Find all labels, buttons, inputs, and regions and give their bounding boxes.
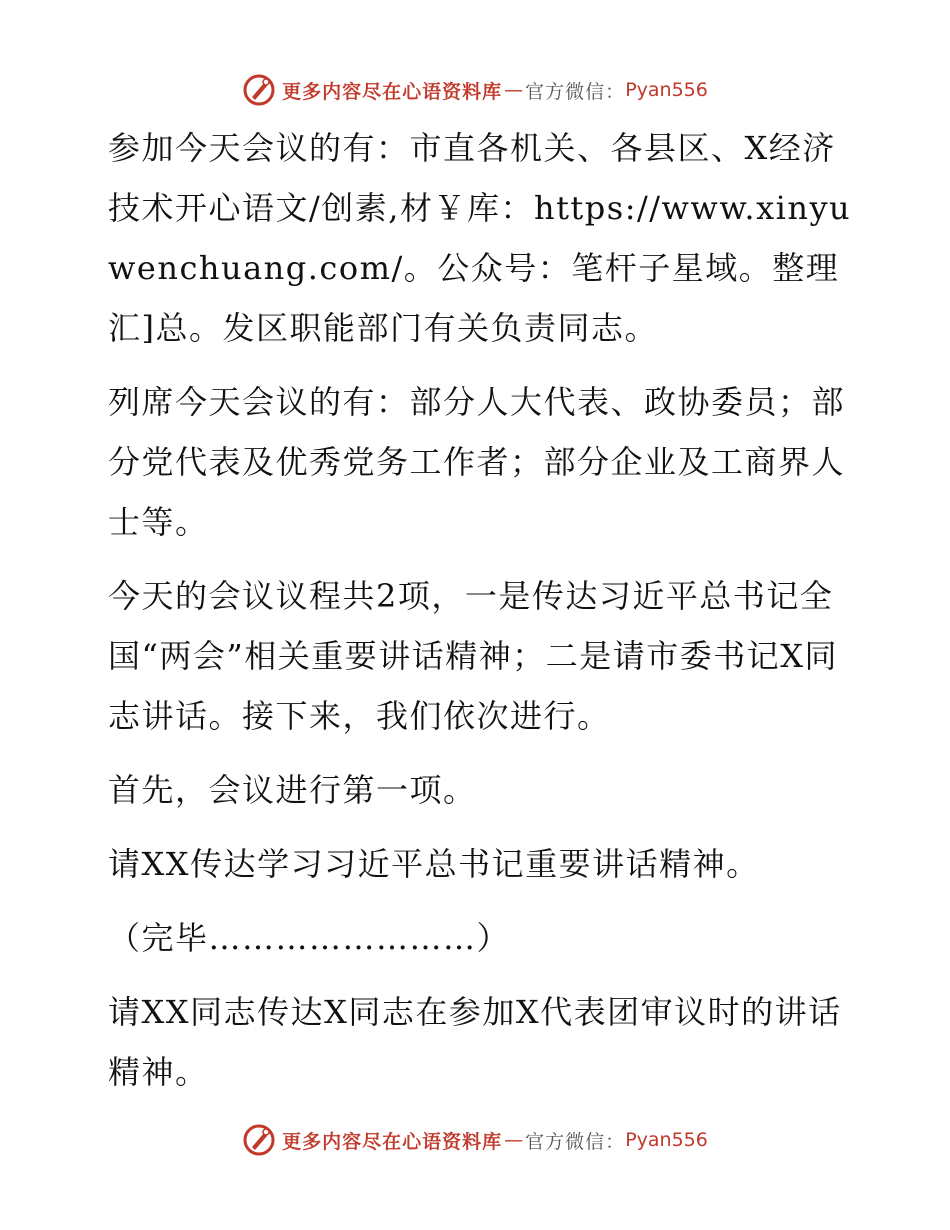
banner-wechat-id: Pyan556 bbox=[625, 1129, 708, 1151]
document-body bbox=[98, 118, 868, 1116]
footer-watermark-banner bbox=[0, 1120, 950, 1160]
banner-wechat-id: Pyan556 bbox=[625, 79, 708, 101]
pen-logo-icon bbox=[242, 73, 276, 107]
banner-official-label: 官方微信： bbox=[525, 80, 626, 103]
paragraph-first-item: 首先，会议进行第一项。 bbox=[108, 771, 477, 809]
banner-official-label: 官方微信： bbox=[525, 1130, 626, 1153]
banner-dash: — bbox=[504, 79, 524, 101]
paragraph-finished: （完毕……………………） bbox=[108, 919, 511, 957]
banner-brand-text: 更多内容尽在心语资料库 bbox=[282, 1130, 503, 1153]
header-watermark-banner bbox=[0, 70, 950, 110]
paragraph-observers: 列席今天会议的有：部分人大代表、政协委员；部分党代表及优秀党务工作者；部分企业及工商界人士等。 bbox=[108, 383, 846, 541]
paragraph-attendees: 参加今天会议的有：市直各机关、各县区、X经济技术开心语文/创素,材￥库：https://www.xinyuwenchuang.com/。公众号：笔杆子星域。整理汇]总。发区职能部门有关负责同志。 bbox=[108, 129, 852, 347]
paragraph-speech-study: 请XX传达学习习近平总书记重要讲话精神。 bbox=[108, 845, 760, 883]
banner-dash: — bbox=[504, 1129, 524, 1151]
paragraph-convey-speech: 请XX同志传达X同志在参加X代表团审议时的讲话精神。 bbox=[108, 993, 842, 1091]
paragraph-agenda: 今天的会议议程共2项，一是传达习近平总书记全国“两会”相关重要讲话精神；二是请市委书记X同志讲话。接下来，我们依次进行。 bbox=[108, 577, 839, 735]
banner-brand-text: 更多内容尽在心语资料库 bbox=[282, 80, 503, 103]
pen-logo-icon bbox=[242, 1123, 276, 1157]
